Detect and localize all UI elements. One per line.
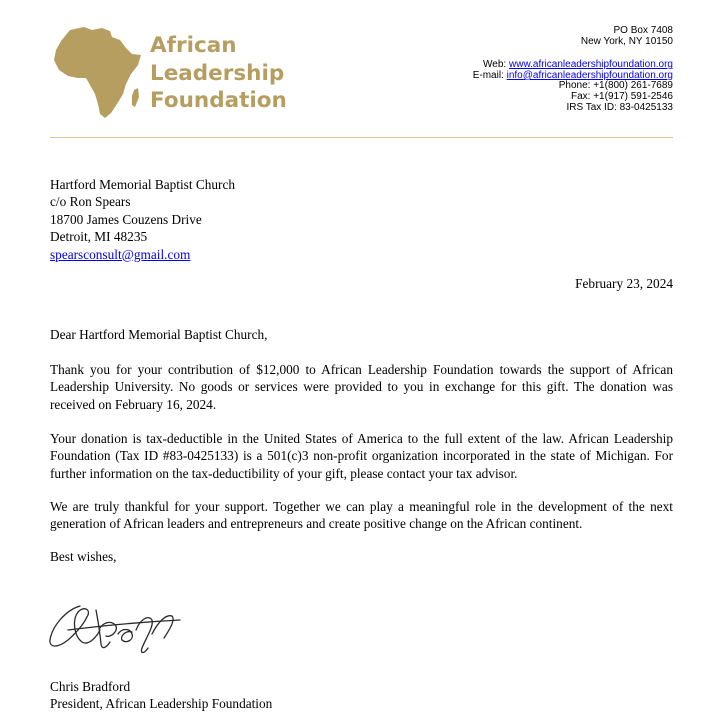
signer-name: Chris Bradford — [50, 679, 131, 694]
logo-line-1: African — [150, 33, 237, 58]
signature-image — [40, 590, 200, 662]
logo-wordmark — [150, 32, 287, 115]
paragraph-3: We are truly thankful for your support. Together we can play a meaningful role in the development of the next generation of African leaders and entrepreneurs and create positive change on the African continent. — [50, 499, 673, 532]
recipient-street: 18700 James Couzens Drive — [50, 211, 202, 227]
recipient-city: Detroit, MI 48235 — [50, 229, 148, 245]
letter-date: February 23, 2024 — [575, 276, 673, 291]
header-divider — [50, 137, 673, 138]
recipient-attention: c/o Ron Spears — [50, 194, 131, 210]
phone-line: Phone: +1(800) 261-7689 — [558, 80, 673, 92]
salutation: Dear Hartford Memorial Baptist Church, — [50, 327, 268, 342]
africa-map-icon — [50, 24, 146, 122]
recipient-email-link[interactable]: spearsconsult@gmail.com — [50, 246, 191, 262]
contact-block — [473, 26, 673, 113]
city-line: New York, NY 10150 — [580, 35, 673, 47]
po-box: PO Box 7408 — [613, 25, 673, 36]
logo-line-2: Leadership — [150, 60, 285, 86]
fax-line: Fax: +1(917) 591-2546 — [570, 90, 673, 102]
logo-line-3: Foundation — [150, 88, 287, 113]
paragraph-2: Your donation is tax-deductible in the United States of America to the full extent of the law. African Leadership Foundation (Tax ID #83-0425133) is a 501(c)3 non-profit organization incorporated in the state of Michigan. For further information on the tax-deductibility of your gift, please contact your tax advisor. — [50, 431, 673, 481]
signer-block — [50, 678, 272, 713]
closing: Best wishes, — [50, 549, 117, 564]
tax-id-line: IRS Tax ID: 83-0425133 — [566, 101, 673, 113]
email-link[interactable]: info@africanleadershipfoundation.org — [506, 69, 673, 81]
signer-title: President, African Leadership Foundation — [50, 696, 273, 712]
recipient-name: Hartford Memorial Baptist Church — [50, 177, 236, 192]
web-label: Web: — [483, 59, 507, 71]
paragraph-1: Thank you for your contribution of $12,000 to African Leadership Foundation towards the support of African Leadership University. No goods or services were provided to you in exchange for this gift. The donation was received on February 16, 2024. — [50, 362, 673, 412]
recipient-address — [50, 176, 235, 263]
web-link[interactable]: www.africanleadershipfoundation.org — [509, 59, 673, 71]
email-label: E-mail: — [472, 69, 504, 81]
